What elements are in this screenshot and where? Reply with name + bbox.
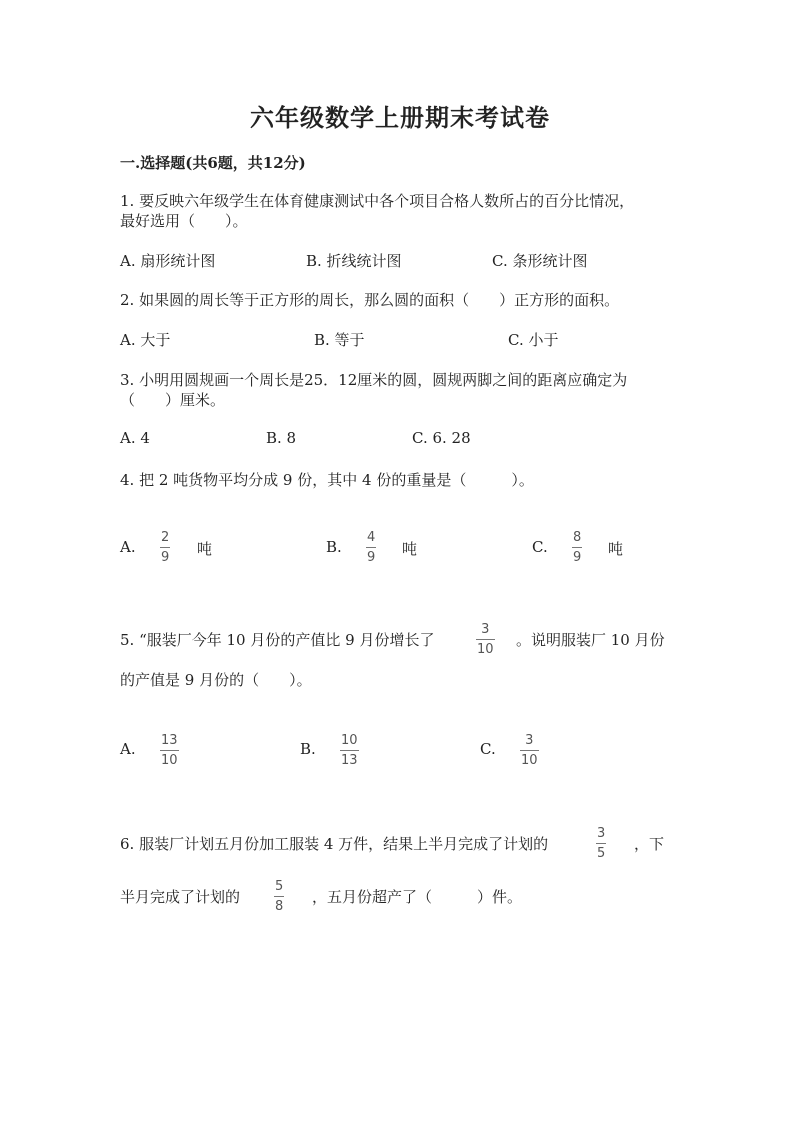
- fraction-bar: [596, 843, 606, 844]
- question-3-line-2: （ ）厘米。: [120, 391, 226, 409]
- q5-option-b-label: B.: [300, 740, 316, 758]
- q4-option-b-fraction: [366, 530, 376, 565]
- question-4-line-1: 4. 把 2 吨货物平均分成 9 份，其中 4 份的重量是（ ）。: [120, 471, 534, 489]
- fraction-numerator: 4: [367, 530, 376, 545]
- fraction-bar: [366, 547, 376, 548]
- q5-option-c-fraction: [520, 733, 539, 768]
- section-heading: 一.选择题(共6题，共12分): [120, 154, 306, 172]
- fraction-bar: [340, 750, 359, 751]
- q4-option-c-unit: 吨: [608, 540, 624, 558]
- q5-option-b-fraction: [340, 733, 359, 768]
- page-title: 六年级数学上册期末考试卷: [250, 103, 550, 132]
- fraction-numerator: 10: [341, 733, 358, 748]
- question-6-line-1-post: ，下: [634, 835, 665, 853]
- fraction-bar: [274, 896, 284, 897]
- question-6-line-2-post: ，五月份超产了（ ）件。: [312, 888, 523, 906]
- question-1-line-1: 1. 要反映六年级学生在体育健康测试中各个项目合格人数所占的百分比情况，: [120, 192, 635, 210]
- q4-option-a-unit: 吨: [197, 540, 213, 558]
- fraction-numerator: 5: [275, 879, 284, 894]
- question-5-line-1-pre: 5. “服装厂今年 10 月份的产值比 9 月份增长了: [120, 631, 435, 649]
- q1-option-c: C. 条形统计图: [492, 252, 588, 270]
- q4-option-a-fraction: [160, 530, 170, 565]
- question-6-line-2-pre: 半月完成了计划的: [120, 888, 241, 906]
- fraction-denominator: 13: [341, 753, 358, 768]
- fraction-denominator: 9: [367, 550, 376, 565]
- q3-option-b: B. 8: [266, 429, 297, 447]
- question-5-line-1-post: 。说明服装厂 10 月份: [516, 631, 665, 649]
- q2-option-b: B. 等于: [314, 331, 365, 349]
- question-1-line-2: 最好选用（ ）。: [120, 212, 248, 230]
- q3-option-a: A. 4: [120, 429, 150, 447]
- question-6-line-1-pre: 6. 服装厂计划五月份加工服装 4 万件，结果上半月完成了计划的: [120, 835, 549, 853]
- q4-option-c-label: C.: [532, 538, 548, 556]
- q2-option-a: A. 大于: [120, 331, 171, 349]
- fraction-bar: [572, 547, 582, 548]
- q5-option-a-label: A.: [120, 740, 136, 758]
- question-2-line-1: 2. 如果圆的周长等于正方形的周长，那么圆的面积（ ）正方形的面积。: [120, 291, 620, 309]
- fraction-denominator: 10: [477, 642, 494, 657]
- fraction-denominator: 9: [161, 550, 170, 565]
- fraction-bar: [520, 750, 539, 751]
- fraction-bar: [476, 639, 495, 640]
- fraction-numerator: 8: [573, 530, 582, 545]
- q6-fraction-first-half: [596, 826, 606, 861]
- q1-option-a: A. 扇形统计图: [120, 252, 216, 270]
- fraction-denominator: 10: [161, 753, 178, 768]
- q4-option-a-label: A.: [120, 538, 136, 556]
- q4-option-c-fraction: [572, 530, 582, 565]
- fraction-bar: [160, 750, 179, 751]
- fraction-numerator: 3: [481, 622, 490, 637]
- fraction-numerator: 2: [161, 530, 170, 545]
- fraction-denominator: 8: [275, 899, 284, 914]
- question-5-line-2: 的产值是 9 月份的（ ）。: [120, 671, 312, 689]
- fraction-numerator: 13: [161, 733, 178, 748]
- q2-option-c: C. 小于: [508, 331, 559, 349]
- q6-fraction-second-half: [274, 879, 284, 914]
- fraction-denominator: 9: [573, 550, 582, 565]
- q4-option-b-unit: 吨: [402, 540, 418, 558]
- q1-option-b: B. 折线统计图: [306, 252, 402, 270]
- q5-option-c-label: C.: [480, 740, 496, 758]
- fraction-denominator: 5: [597, 846, 606, 861]
- q5-option-a-fraction: [160, 733, 179, 768]
- fraction-numerator: 3: [525, 733, 534, 748]
- q3-option-c: C. 6. 28: [412, 429, 471, 447]
- fraction-bar: [160, 547, 170, 548]
- fraction-numerator: 3: [597, 826, 606, 841]
- q4-option-b-label: B.: [326, 538, 342, 556]
- fraction-denominator: 10: [521, 753, 538, 768]
- q5-inline-fraction: [476, 622, 495, 657]
- question-3-line-1: 3. 小明用圆规画一个周长是25．12厘米的圆，圆规两脚之间的距离应确定为: [120, 371, 628, 389]
